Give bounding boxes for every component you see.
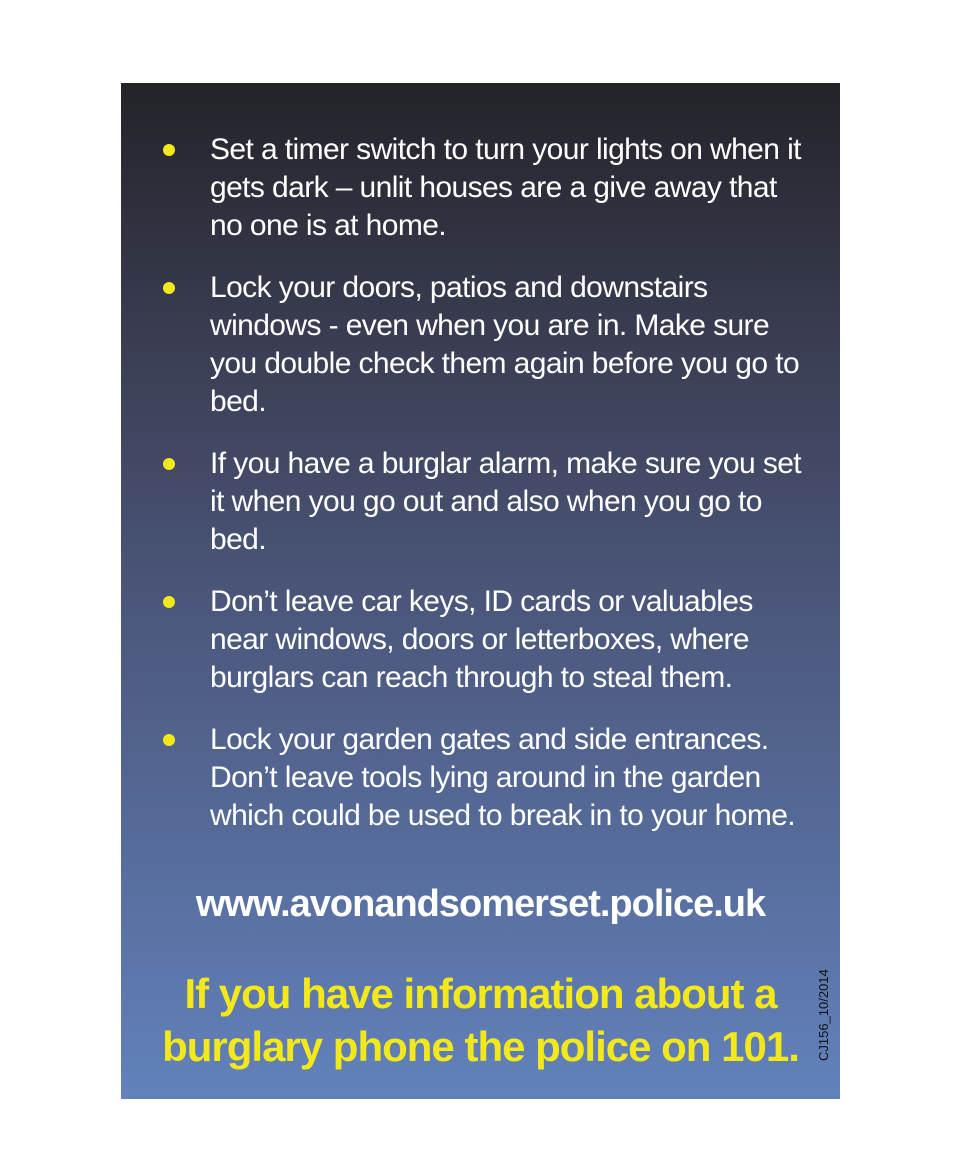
tip-item: [121, 269, 840, 421]
phone-message: If you have information about a burglary phone the police on 101.: [162, 970, 799, 1070]
leaflet-code: CJ156_10/2014: [816, 969, 831, 1061]
tip-text: If you have a burglar alarm, make sure you set it when you go out and also when you go to bed.: [210, 447, 802, 556]
bullet-icon: [163, 131, 176, 169]
bullet-icon: [163, 721, 176, 759]
tip-text: Don’t leave car keys, ID cards or valuables near windows, doors or letterboxes, where burglars can reach through to steal them.: [210, 585, 753, 694]
tip-item: [121, 583, 840, 697]
tip-text: Set a timer switch to turn your lights on when it gets dark – unlit houses are a give away that no one is at home.: [210, 133, 801, 242]
bullet-icon: [163, 583, 176, 621]
bullet-icon: [163, 269, 176, 307]
leaflet-card: [121, 83, 840, 1099]
bullet-icon: [163, 445, 176, 483]
tip-item: [121, 721, 840, 835]
tip-text: Lock your garden gates and side entrances. Don’t leave tools lying around in the garden which could be used to break in to your home.: [210, 723, 796, 832]
tip-text: Lock your doors, patios and downstairs windows - even when you are in. Make sure you double check them again before you go to bed.: [210, 271, 800, 418]
tip-item: [121, 445, 840, 559]
tips-list: [121, 131, 840, 859]
website-link[interactable]: www.avonandsomerset.police.uk: [195, 883, 766, 925]
tip-item: [121, 131, 840, 245]
